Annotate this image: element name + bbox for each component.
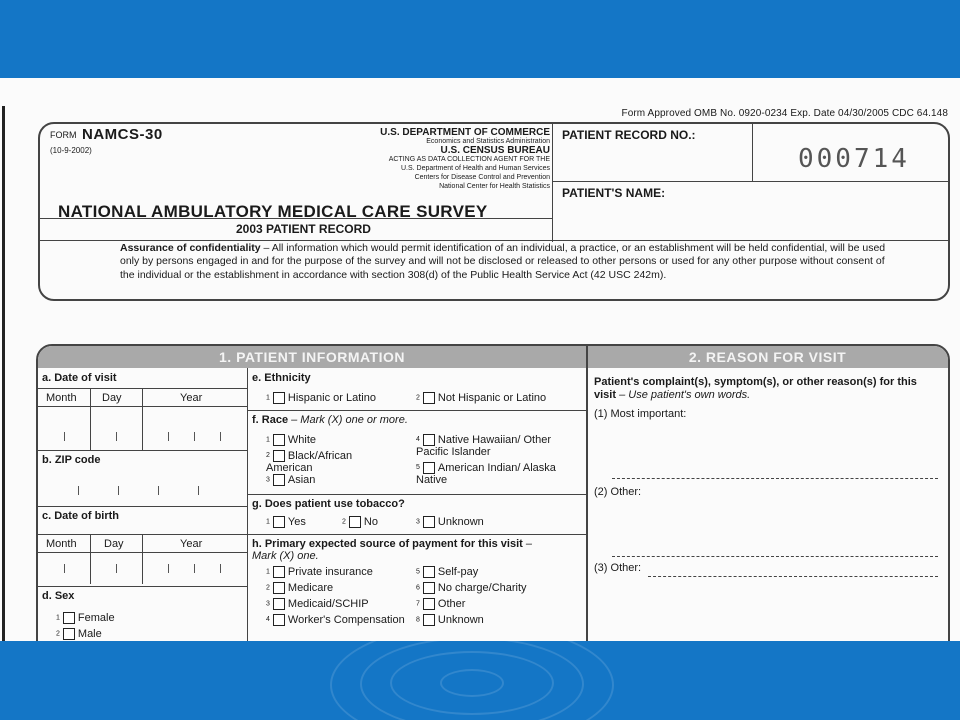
zip-code-entry[interactable]: [38, 470, 247, 504]
agency-line: National Center for Health Statistics: [439, 183, 550, 190]
form-number: NAMCS-30: [82, 126, 163, 143]
checkbox-icon: [63, 612, 75, 624]
divider: [38, 506, 247, 507]
divider: [40, 240, 948, 241]
race-option-hawaiian[interactable]: 4 Native Hawaiian/ Other Pacific Islander: [416, 434, 552, 459]
agency-line: Economics and Statistics Administration: [426, 138, 550, 145]
date-of-birth-label: c. Date of birth: [42, 510, 120, 522]
patient-name-label: PATIENT'S NAME:: [562, 186, 666, 200]
agency-line: ACTING AS DATA COLLECTION AGENT FOR THE: [388, 156, 550, 163]
agency-line: U.S. DEPARTMENT OF COMMERCE: [380, 127, 550, 138]
reason-other-2-label: (3) Other:: [594, 562, 642, 574]
payment-option-self-pay[interactable]: 5 Self-pay: [416, 566, 479, 578]
bottom-banner: [0, 641, 960, 720]
survey-title: NATIONAL AMBULATORY MEDICAL CARE SURVEY: [58, 202, 488, 221]
checkbox-icon: [423, 566, 435, 578]
checkbox-icon: [273, 516, 285, 528]
zip-code-label: b. ZIP code: [42, 454, 101, 466]
checkbox-icon: [423, 392, 435, 404]
checkbox-icon: [423, 614, 435, 626]
form-label: FORM: [50, 130, 77, 140]
ethnicity-option-not-hispanic[interactable]: 2 Not Hispanic or Latino: [416, 392, 547, 404]
checkbox-icon: [423, 462, 435, 474]
ethnicity-option-hispanic[interactable]: 1 Hispanic or Latino: [266, 392, 376, 404]
dov-day-label: Day: [102, 392, 122, 404]
form-body-card: [36, 344, 950, 641]
checkbox-icon: [423, 582, 435, 594]
dob-day-label: Day: [104, 538, 124, 550]
reason-other-2-input[interactable]: [648, 576, 938, 577]
section1-header: 1. PATIENT INFORMATION: [38, 346, 586, 368]
checkbox-icon: [273, 474, 285, 486]
date-of-visit-label: a. Date of visit: [42, 372, 117, 384]
divider: [247, 494, 586, 495]
divider: [38, 586, 247, 587]
form-header-card: [38, 122, 950, 301]
form-date: (10-9-2002): [50, 146, 92, 155]
reason-most-important-label: (1) Most important:: [594, 408, 687, 420]
checkbox-icon: [273, 566, 285, 578]
checkbox-icon: [423, 598, 435, 610]
payment-question: h. Primary expected source of payment for this visit – Mark (X) one.: [252, 538, 532, 562]
race-option-black[interactable]: 2 Black/African American: [266, 450, 353, 475]
agency-line: Centers for Disease Control and Prevention: [414, 174, 550, 181]
date-of-visit-entry[interactable]: [38, 408, 247, 448]
assurance-title: Assurance of confidentiality: [120, 242, 261, 254]
dov-month-label: Month: [46, 392, 77, 404]
scan-edge-mark: [2, 106, 5, 641]
divider: [38, 450, 247, 451]
tobacco-option-no[interactable]: 2 No: [342, 516, 378, 528]
sex-option-male[interactable]: 2 Male: [56, 628, 102, 640]
dob-year-label: Year: [180, 538, 203, 550]
top-banner: [0, 0, 960, 78]
payment-option-other[interactable]: 7 Other: [416, 598, 466, 610]
divider: [247, 410, 586, 411]
checkbox-icon: [273, 614, 285, 626]
reason-most-important-input[interactable]: [612, 478, 938, 479]
race-question: f. Race – Mark (X) one or more.: [252, 414, 408, 426]
agency-line: U.S. CENSUS BUREAU: [440, 145, 550, 156]
race-option-american-indian[interactable]: 5 American Indian/ Alaska Native: [416, 462, 556, 487]
divider: [552, 181, 948, 182]
checkbox-icon: [63, 628, 75, 640]
dob-month-label: Month: [46, 538, 77, 550]
divider: [38, 406, 247, 407]
divider: [247, 534, 586, 535]
omb-notice: Form Approved OMB No. 0920-0234 Exp. Date 04/30/2005 CDC 64.148: [621, 108, 948, 119]
payment-option-no-charge[interactable]: 6 No charge/Charity: [416, 582, 527, 594]
checkbox-icon: [273, 598, 285, 610]
confidentiality-notice: [120, 242, 890, 282]
divider: [247, 368, 248, 641]
divider: [586, 346, 588, 641]
divider: [38, 552, 247, 553]
tobacco-option-unknown[interactable]: 3 Unknown: [416, 516, 484, 528]
divider: [552, 124, 553, 242]
checkbox-icon: [273, 392, 285, 404]
race-option-asian[interactable]: 3 Asian: [266, 474, 316, 486]
sex-label: d. Sex: [42, 590, 75, 602]
checkbox-icon: [423, 516, 435, 528]
reason-prompt: Patient's complaint(s), symptom(s), or other reason(s) for this visit – Use patient's own words.: [594, 376, 917, 401]
scanned-form: [0, 78, 960, 641]
checkbox-icon: [273, 434, 285, 446]
agency-line: U.S. Department of Health and Human Services: [400, 165, 550, 172]
payment-option-unknown[interactable]: 8 Unknown: [416, 614, 484, 626]
race-option-white[interactable]: 1 White: [266, 434, 317, 446]
checkbox-icon: [423, 434, 435, 446]
patient-record-label: PATIENT RECORD NO.:: [562, 128, 696, 142]
payment-option-private[interactable]: 1 Private insurance: [266, 566, 373, 578]
payment-option-medicaid[interactable]: 3 Medicaid/SCHIP: [266, 598, 369, 610]
payment-option-medicare[interactable]: 2 Medicare: [266, 582, 334, 594]
date-of-birth-entry[interactable]: [38, 554, 247, 584]
patient-record-number: 000714: [798, 144, 910, 174]
tobacco-question: g. Does patient use tobacco?: [252, 498, 405, 510]
dov-year-label: Year: [180, 392, 203, 404]
ethnicity-label: e. Ethnicity: [252, 372, 311, 384]
tobacco-option-yes[interactable]: 1 Yes: [266, 516, 306, 528]
survey-subtitle: 2003 PATIENT RECORD: [236, 222, 371, 236]
assurance-text: – All information which would permit identification of an individual, a practice, or an establishment will be held confidential, will be used only by persons engaged in and for the purpose of the survey and will not be disclosed or released to other persons or used for any other purpose without consent of the individual or the establishment in accordance with section 308(d) of the Public Health Service Act (42 USC 242m).: [120, 242, 886, 281]
payment-option-workers-comp[interactable]: 4 Worker's Compensation: [266, 614, 405, 626]
sex-option-female[interactable]: 1 Female: [56, 612, 115, 624]
divider: [752, 124, 753, 181]
reason-other-1-label: (2) Other:: [594, 486, 642, 498]
ripple-decoration: [440, 669, 504, 697]
agency-block: [310, 128, 550, 191]
reason-other-1-input[interactable]: [612, 556, 938, 557]
checkbox-icon: [273, 450, 285, 462]
checkbox-icon: [273, 582, 285, 594]
checkbox-icon: [349, 516, 361, 528]
section2-header: 2. REASON FOR VISIT: [587, 346, 948, 368]
